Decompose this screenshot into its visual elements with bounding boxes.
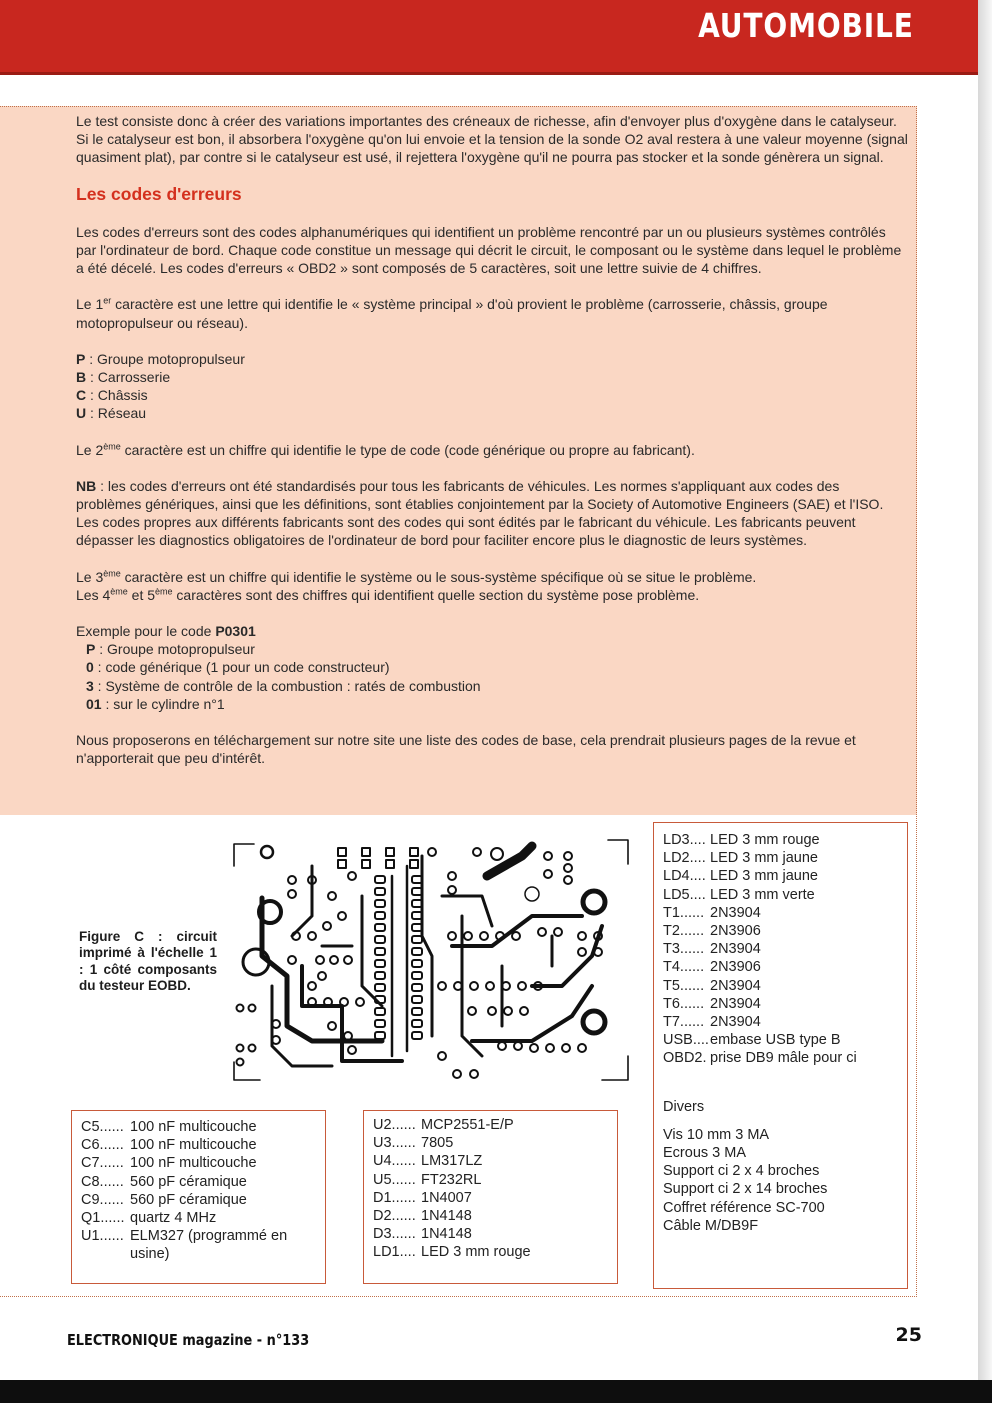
bottom-bar [0, 1380, 992, 1403]
list-item: Câble M/DB9F [663, 1217, 759, 1234]
list-item: T3...... 2N3904 [663, 941, 761, 958]
section-heading: Les codes d'erreurs [76, 183, 242, 204]
list-item: U5...... FT232RL [373, 1171, 482, 1188]
parts-list-ics [363, 1110, 618, 1284]
list-item: T6...... 2N3904 [663, 995, 761, 1012]
codes-paragraph: Les codes d'erreurs sont des codes alphanumériques qui identifient un problème rencontré par un ou plusieurs systèmes contrôlés par l'ordinateur de bord. Chaque code constitue un message qui décrit le circuit, le composant ou le système dans lequel le problème a été décelé. Les codes d'erreurs « OBD2 » sont composés de 5 caractères, soit une lettre suivie de 4 chiffres. [76, 223, 902, 277]
list-item: T1...... 2N3904 [663, 904, 761, 921]
list-item: T5...... 2N3904 [663, 977, 761, 994]
systems-list [76, 350, 908, 423]
figure-caption: Figure C : circuit imprimé à l'échelle 1 : 1 côté composants du testeur EOBD. [79, 929, 217, 993]
list-item: LD1.... LED 3 mm rouge [373, 1244, 531, 1261]
list-item: U : Réseau [76, 405, 147, 422]
list-item: LD4.... LED 3 mm jaune [663, 868, 818, 885]
list-item: 01 : sur le cylindre n°1 [86, 695, 225, 712]
list-item: USB.... embase USB type B [663, 1032, 841, 1049]
third-fourth-paragraph: Le 3ème caractère est un chiffre qui identifie le système ou le sous-système spécifique où se situe le problème. Les 4ème et 5ème caractères sont des chiffres qui identifient quelle section du système pose problème. [76, 568, 757, 603]
list-item: T4...... 2N3906 [663, 959, 761, 976]
divers-list [663, 1126, 907, 1235]
list-item: LD2.... LED 3 mm jaune [663, 850, 818, 867]
list-item: OBD2. prise DB9 mâle pour ci [663, 1050, 857, 1067]
list-item: 3 : Système de contrôle de la combustion : ratés de combustion [86, 677, 481, 694]
list-item: U2...... MCP2551-E/P [373, 1117, 514, 1133]
closing-paragraph: Nous proposerons en téléchargement sur notre site une liste des codes de base, cela prendrait plusieurs pages de la revue et n'apporterait que peu d'intérêt. [76, 732, 856, 767]
list-item: C6...... 100 nF multicouche [81, 1137, 257, 1154]
list-item: Ecrous 3 MA [663, 1145, 746, 1162]
list-item: Q1...... quartz 4 MHz [81, 1210, 217, 1227]
list-item: U3...... 7805 [373, 1135, 454, 1152]
list-item: D2...... 1N4148 [373, 1208, 472, 1225]
list-item: LD3.... LED 3 mm rouge [663, 832, 820, 848]
list-item: D3...... 1N4148 [373, 1226, 472, 1243]
list-item: C8...... 560 pF céramique [81, 1173, 247, 1190]
list-item: B : Carrosserie [76, 369, 171, 386]
header-bar [0, 0, 978, 75]
list-item: P : Groupe motopropulseur [86, 641, 255, 658]
magazine-footer: ELECTRONIQUE magazine - n°133 [67, 1331, 310, 1349]
article-body [76, 112, 908, 785]
first-char-paragraph: Le 1er caractère est une lettre qui identifie le « système principal » d'où provient le problème (carrosserie, châssis, groupe motopropulseur ou réseau). [76, 295, 828, 331]
list-item: C5...... 100 nF multicouche [81, 1119, 257, 1135]
list-item: P : Groupe motopropulseur [76, 350, 245, 367]
list-item: U1...... ELM327 (programmé en usine) [81, 1228, 288, 1263]
nb-paragraph: NB : les codes d'erreurs ont été standardisés pour tous les fabricants de véhicules. Les normes s'appliquant aux codes des problèmes génériques, ainsi que les définitions, sont établies conjointement par la Society of Automotive Engineers (SAE) et l'ISO. Les codes propres aux différents fabricants sont des codes qui sont édités par le fabricant du véhicule. Les fabricants peuvent dépasser les diagnostics obligatoires de l'ordinateur de bord pour faciliter encore plus le diagnostic de leurs systèmes. [76, 477, 884, 549]
page-number: 25 [895, 1324, 922, 1346]
list-item: C7...... 100 nF multicouche [81, 1155, 257, 1172]
list-item: T7...... 2N3904 [663, 1014, 761, 1031]
second-char-paragraph: Le 2ème caractère est un chiffre qui identifie le type de code (code générique ou propre au fabricant). [76, 440, 695, 458]
list-item: Coffret référence SC-700 [663, 1199, 825, 1216]
parts-list-leds-transistors [653, 822, 908, 1289]
list-item: C : Châssis [76, 387, 148, 404]
list-item: LD5.... LED 3 mm verte [663, 886, 815, 903]
list-item: C9...... 560 pF céramique [81, 1191, 247, 1208]
section-label: AUTOMOBILE [698, 6, 914, 45]
list-item: Vis 10 mm 3 MA [663, 1126, 770, 1143]
pcb-illustration [232, 836, 630, 1082]
example-heading: Exemple pour le code P0301 [76, 623, 256, 640]
list-item: U4...... LM317LZ [373, 1153, 483, 1170]
list-item: 0 : code générique (1 pour un code constructeur) [86, 659, 390, 676]
divers-heading: Divers [663, 1098, 705, 1115]
list-item: T2...... 2N3906 [663, 923, 761, 940]
example-block [76, 622, 908, 713]
intro-paragraph: Le test consiste donc à créer des variations importantes des créneaux de richesse, afin d'envoyer plus d'oxygène dans le catalyseur. Si le catalyseur est bon, il absorbera l'oxygène qu'on lui envoie et la tension de la sonde O2 aval restera à une valeur moyenne (signal quasiment plat), par contre si le catalyseur est usé, il rejettera l'oxygène qu'il ne pourra pas stocker et la sonde génèrera un signal. [76, 113, 908, 166]
list-item: Support ci 2 x 14 broches [663, 1181, 828, 1198]
page-edge [978, 0, 992, 1403]
list-item: Support ci 2 x 4 broches [663, 1163, 820, 1180]
parts-list-capacitors [71, 1110, 326, 1284]
list-item: D1...... 1N4007 [373, 1189, 472, 1206]
